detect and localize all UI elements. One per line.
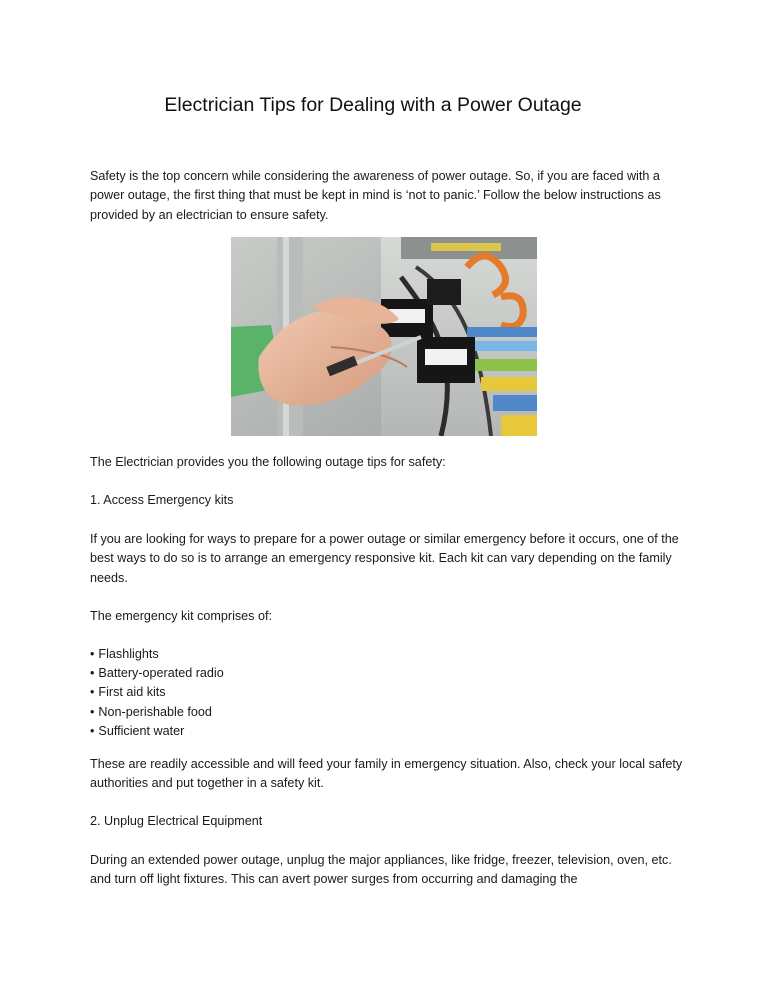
intro-paragraph: Safety is the top concern while considering the awareness of power outage. So, if you are faced with a power outage, the first thing that must be kept in mind is ‘not to panic.’ Follow the below instructions as provided by an electrician to ensure safety. [90, 169, 661, 222]
tips-lead: The Electrician provides you the following outage tips for safety: [90, 455, 446, 469]
page-title: Electrician Tips for Dealing with a Power Outage [164, 94, 582, 116]
electrician-photo [231, 237, 537, 436]
kit-intro: The emergency kit comprises of: [90, 609, 272, 623]
list-item: • Sufficient water [90, 722, 690, 741]
section-body-emergency-kits: If you are looking for ways to prepare for a power outage or similar emergency before it occurs, one of the best ways to do so is to arrange an emergency responsive kit. Each kit can vary depending on the family needs. [90, 532, 679, 585]
section-heading-unplug: 2. Unplug Electrical Equipment [90, 814, 263, 828]
list-item: • First aid kits [90, 683, 690, 702]
section-heading-emergency-kits: 1. Access Emergency kits [90, 493, 234, 507]
kit-followup-paragraph: These are readily accessible and will feed your family in emergency situation. Also, check your local safety authorities and put together in a safety kit. [90, 757, 683, 791]
section-body-unplug: During an extended power outage, unplug the major appliances, like fridge, freezer, television, oven, etc. and turn off light fixtures. This can avert power surges from occurring and damaging the [90, 853, 672, 887]
list-item: • Battery-operated radio [90, 664, 690, 683]
list-item: • Flashlights [90, 645, 690, 664]
list-item: • Non-perishable food [90, 703, 690, 722]
kit-list [90, 645, 690, 741]
